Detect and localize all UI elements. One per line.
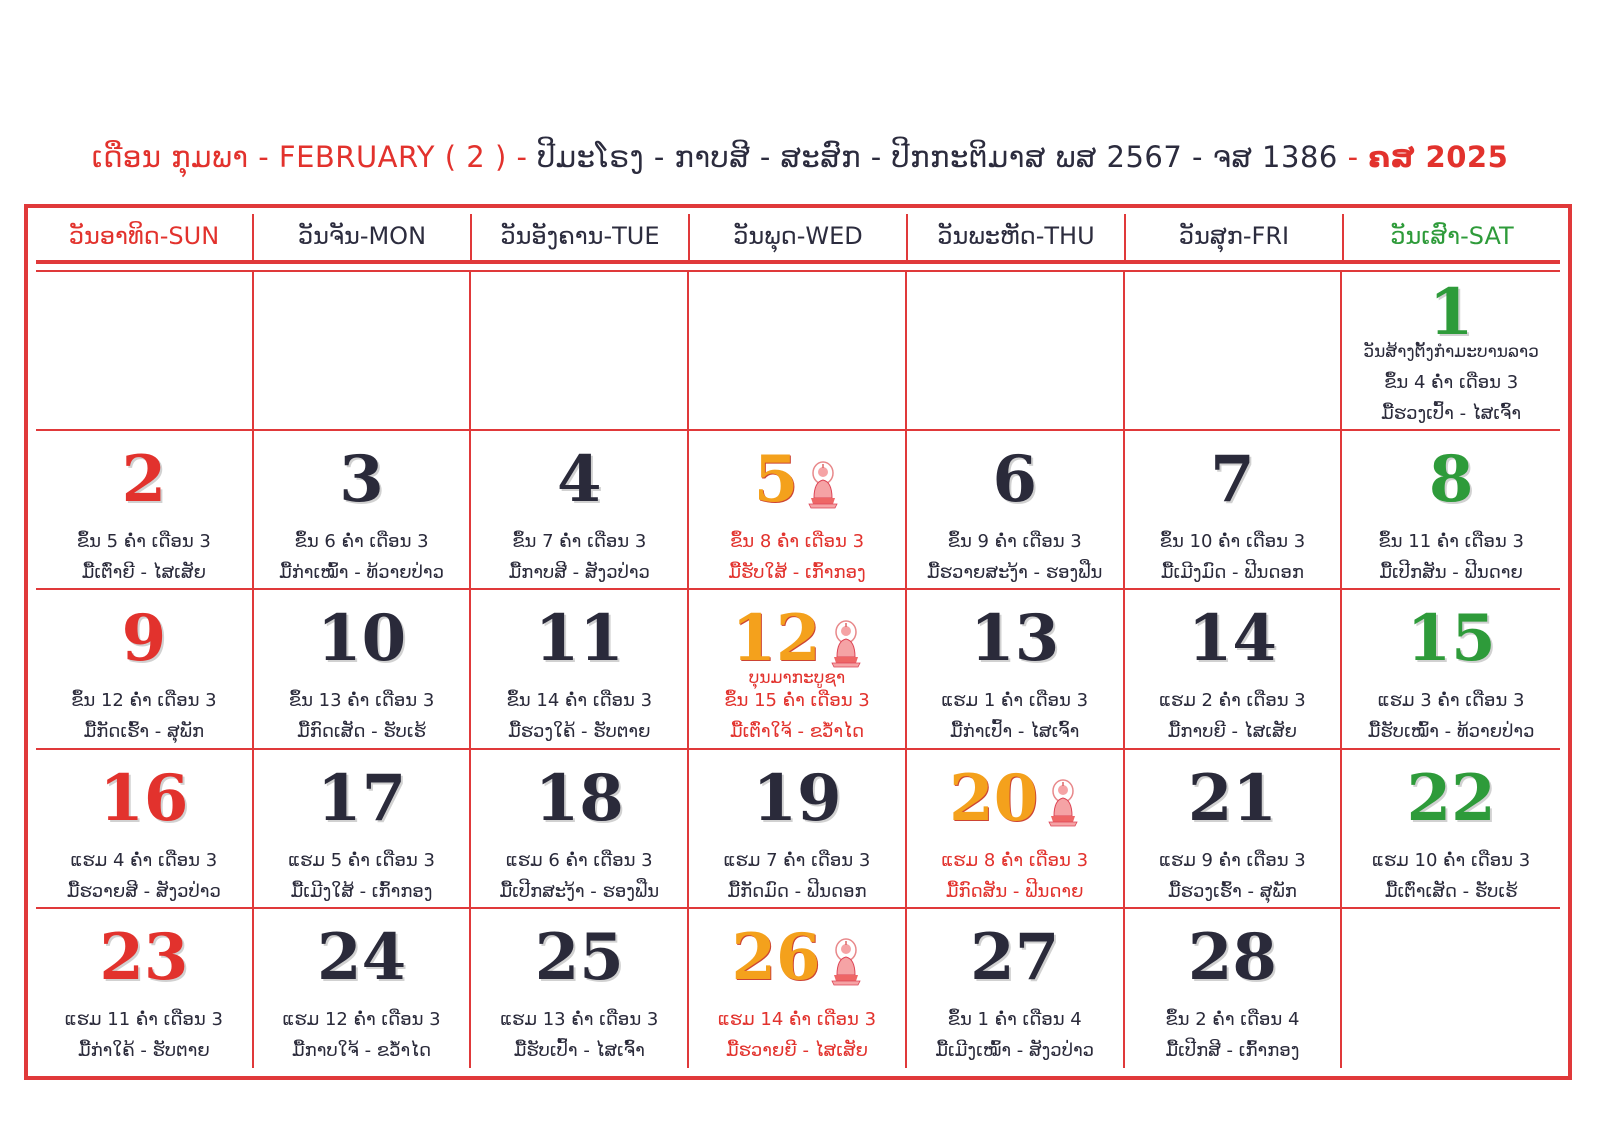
day-cell[interactable]: [907, 590, 1125, 749]
calendar-inner: [36, 214, 1560, 1068]
lunar-date: ຂຶ້ນ 10 ຄ່ຳ ເດືອນ 3: [1159, 531, 1306, 553]
day-number: [254, 442, 470, 518]
day-number-text: 7: [1210, 442, 1255, 518]
day-number: [689, 760, 905, 836]
day-cell[interactable]: [36, 590, 254, 749]
traditional-day-name: ມື້ກາບຍີ - ໄສເສັຍ: [1167, 721, 1298, 743]
day-number-text: 10: [317, 601, 407, 677]
day-number-text: 22: [1406, 760, 1496, 836]
lunar-date: ຂຶ້ນ 15 ຄ່ຳ ເດືອນ 3: [724, 690, 870, 712]
title-year-info: ປີມະໂຣງ - ກາບສີ - ສະສົກ - ປີກກະຕິມາສ ພສ 2567 - ຈສ 1386: [537, 140, 1338, 174]
day-cell[interactable]: [471, 431, 689, 590]
day-number-text: 27: [970, 919, 1060, 995]
day-cell[interactable]: [254, 909, 472, 1068]
traditional-day-name: ມື້ກ່າໃຄ້ - ຮັບຕາຍ: [77, 1039, 210, 1061]
day-number-text: 2: [121, 442, 167, 518]
traditional-day-name: ມື້ຮວງໃຄ້ - ຮັບຕາຍ: [508, 721, 651, 743]
lunar-date: ຂຶ້ນ 1 ຄ່ຳ ເດືອນ 4: [947, 1008, 1082, 1030]
traditional-day-name: ມື້ກ່າເປົ້າ - ໄສເຈົ້າ: [950, 721, 1080, 743]
traditional-day-name: ມື້ເຕົ່າໃຈ້ - ຂວ້ຳໄດ: [729, 721, 864, 743]
day-number: [36, 760, 252, 836]
lunar-date: ຂຶ້ນ 12 ຄ່ຳ ເດືອນ 3: [71, 690, 217, 712]
lunar-date: ແຮມ 2 ຄ່ຳ ເດືອນ 3: [1159, 690, 1306, 712]
day-number: [471, 760, 687, 836]
weekday-header-cell: ວັນເສົາ-SAT: [1390, 222, 1514, 250]
day-cell[interactable]: [36, 431, 254, 590]
day-cell[interactable]: [907, 909, 1125, 1068]
day-cell[interactable]: [471, 909, 689, 1068]
traditional-day-name: ມື້ຮວາຍຍີ - ໄສເສັຍ: [725, 1039, 868, 1061]
day-number: [471, 442, 687, 518]
traditional-day-name: ມື້ຮວາຍສະງ້າ - ຮອງຟືນ: [927, 562, 1103, 584]
lunar-date: ຂຶ້ນ 4 ຄ່ຳ ເດືອນ 3: [1384, 372, 1519, 393]
day-cell[interactable]: [254, 431, 472, 590]
lunar-date: ແຮມ 4 ຄ່ຳ ເດືອນ 3: [70, 849, 218, 871]
traditional-day-name: ມື້ກົດເສັດ - ຮັບເຮ້: [297, 721, 426, 743]
weekday-header-cell: ວັນສຸກ-FRI: [1126, 214, 1344, 260]
day-cell[interactable]: [36, 909, 254, 1068]
traditional-day-name: ມື້ເຕົ່າຍີ - ໄສເສັຍ: [81, 562, 206, 584]
traditional-day-name: ມື້ຮັບໃສ້ - ເກົ້າກອງ: [728, 562, 866, 584]
day-cell[interactable]: [254, 750, 472, 909]
traditional-day-name: ມື້ກ່າເໝົ້າ - ທ້ວາຍປ່າວ: [279, 562, 445, 584]
day-number: [689, 442, 905, 518]
day-number: [907, 919, 1123, 995]
traditional-day-name: ມື້ເມີງມົດ - ຟີນດອກ: [1160, 562, 1304, 584]
weekday-header-cell: ວັນຈັນ-MON: [254, 214, 472, 260]
empty-day-cell: [471, 272, 689, 431]
day-number-text: 4: [557, 442, 602, 518]
day-number-text: 3: [339, 442, 384, 518]
day-number: [1125, 601, 1341, 677]
weekday-header-cell: ວັນອາທິດ-SUN: [36, 214, 254, 260]
lunar-date: ຂຶ້ນ 14 ຄ່ຳ ເດືອນ 3: [506, 690, 653, 712]
day-number: [907, 442, 1123, 518]
traditional-day-name: ມື້ເປີກສີ - ເກົ້າກອງ: [1165, 1039, 1300, 1061]
lunar-date: ຂຶ້ນ 2 ຄ່ຳ ເດືອນ 4: [1165, 1008, 1300, 1030]
traditional-day-name: ມື້ເມີງເໝົ້າ - ສັງວປ່າວ: [935, 1039, 1095, 1061]
day-cell[interactable]: [1342, 272, 1560, 431]
day-number: [689, 919, 905, 995]
day-number: [254, 919, 470, 995]
day-number-text: 9: [121, 601, 167, 677]
traditional-day-name: ມື້ຮັບເປົ້າ - ໄສເຈົ້າ: [513, 1039, 645, 1061]
traditional-day-name: ມື້ເປີກສັນ - ຟີນດາຍ: [1379, 562, 1523, 584]
day-number: [1125, 760, 1341, 836]
traditional-day-name: ມື້ຮວງເຮົ້າ - ສຸພັກ: [1168, 880, 1297, 902]
day-cell[interactable]: [689, 909, 907, 1068]
day-number-text: 15: [1406, 601, 1496, 677]
lunar-date: ຂຶ້ນ 9 ຄ່ຳ ເດືອນ 3: [947, 531, 1082, 553]
empty-day-cell: [1342, 909, 1560, 1068]
lunar-date: ແຮມ 11 ຄ່ຳ ເດືອນ 3: [64, 1008, 223, 1030]
day-number: [36, 919, 252, 995]
traditional-day-name: ມື້ກາບໃຈ້ - ຂວ້ຳໄດ: [292, 1039, 432, 1061]
traditional-day-name: ມື້ເມີງໃສ້ - ເກົ້າກອງ: [290, 880, 433, 902]
lunar-date: ຂຶ້ນ 11 ຄ່ຳ ເດືອນ 3: [1378, 531, 1524, 553]
lunar-date: ແຮມ 5 ຄ່ຳ ເດືອນ 3: [288, 849, 435, 871]
lunar-date: ຂຶ້ນ 13 ຄ່ຳ ເດືອນ 3: [288, 690, 435, 712]
buddha-icon: [1046, 772, 1080, 822]
empty-day-cell: [907, 272, 1125, 431]
day-number: [254, 601, 470, 677]
weekday-header-cell: ວັນພະຫັດ-THU: [908, 214, 1126, 260]
lunar-date: ແຮມ 13 ຄ່ຳ ເດືອນ 3: [500, 1008, 659, 1030]
day-note: ບຸນມາກະບູຊາ: [748, 668, 846, 689]
day-number-text: 19: [752, 760, 842, 836]
day-number: [36, 601, 252, 677]
day-number-text: 18: [534, 760, 624, 836]
buddha-icon: [829, 613, 863, 663]
day-number: [1125, 442, 1341, 518]
day-number-text: 8: [1428, 442, 1474, 518]
traditional-day-name: ມື້ກັດມົດ - ຟີນດອກ: [727, 880, 867, 902]
calendar-frame: [24, 204, 1572, 1080]
day-number-text: 13: [970, 601, 1060, 677]
day-number: [1342, 275, 1560, 350]
lunar-date: ແຮມ 8 ຄ່ຳ ເດືອນ 3: [941, 849, 1089, 871]
day-cell[interactable]: [471, 590, 689, 749]
lunar-date: ຂຶ້ນ 6 ຄ່ຳ ເດືອນ 3: [294, 531, 429, 553]
day-number-text: 26: [731, 919, 821, 995]
lunar-date: ແຮມ 9 ຄ່ຳ ເດືອນ 3: [1159, 849, 1306, 871]
weekday-header: [36, 214, 1560, 264]
day-number-text: 6: [992, 442, 1037, 518]
lunar-date: ຂຶ້ນ 8 ຄ່ຳ ເດືອນ 3: [729, 531, 865, 553]
day-number-text: 11: [534, 601, 624, 677]
title-month: ເດືອນ ກຸມພາ - FEBRUARY ( 2 ) -: [91, 140, 528, 174]
day-number-text: 24: [317, 919, 407, 995]
weekday-header-cell: ວັນພຸດ-WED: [690, 214, 908, 260]
lunar-date: ແຮມ 3 ຄ່ຳ ເດືອນ 3: [1377, 690, 1525, 712]
day-number-text: 14: [1187, 601, 1277, 677]
title-separator: -: [1347, 140, 1369, 174]
traditional-day-name: ມື້ຮວງເປົ້າ - ໄສເຈົ້າ: [1381, 403, 1522, 424]
day-cell[interactable]: [907, 750, 1125, 909]
day-number-text: 20: [949, 760, 1039, 836]
day-number: [1342, 601, 1560, 677]
day-cell[interactable]: [1125, 590, 1343, 749]
lunar-date: ແຮມ 12 ຄ່ຳ ເດືອນ 3: [282, 1008, 441, 1030]
day-cell[interactable]: [1342, 590, 1560, 749]
day-cell[interactable]: [689, 590, 907, 749]
lunar-date: ຂຶ້ນ 5 ຄ່ຳ ເດືອນ 3: [76, 531, 211, 553]
title-gregorian-year: ຄສ 2025: [1368, 140, 1509, 174]
traditional-day-name: ມື້ຮັບເໝົ້າ - ທ້ວາຍປ່າວ: [1367, 721, 1535, 743]
day-note: ວັນສ້າງຕັ້ງກຳມະບານລາວ: [1363, 342, 1539, 362]
day-number: [471, 919, 687, 995]
buddha-icon: [806, 454, 840, 504]
day-cell[interactable]: [36, 750, 254, 909]
lunar-date: ຂຶ້ນ 7 ຄ່ຳ ເດືອນ 3: [512, 531, 647, 553]
empty-day-cell: [36, 272, 254, 431]
day-number: [1342, 442, 1560, 518]
day-number: [907, 760, 1123, 836]
day-number-text: 23: [99, 919, 189, 995]
day-cell[interactable]: [907, 431, 1125, 590]
calendar-title: [0, 132, 1600, 182]
day-number: [36, 442, 252, 518]
day-number: [1125, 919, 1341, 995]
day-number-text: 12: [731, 601, 821, 677]
calendar-grid: [36, 270, 1560, 1068]
traditional-day-name: ມື້ກັດເຮົ້າ - ສຸພັກ: [83, 721, 205, 743]
empty-day-cell: [689, 272, 907, 431]
traditional-day-name: ມື້ຮວາຍສີ - ສັງວປ່າວ: [66, 880, 221, 902]
day-cell[interactable]: [1125, 431, 1343, 590]
weekday-header-cell: ວັນອັງຄານ-TUE: [472, 214, 690, 260]
lunar-date: ແຮມ 7 ຄ່ຳ ເດືອນ 3: [723, 849, 871, 871]
day-number-text: 5: [753, 442, 799, 518]
lunar-date: ແຮມ 10 ຄ່ຳ ເດືອນ 3: [1372, 849, 1531, 871]
day-number: [907, 601, 1123, 677]
day-cell[interactable]: [1125, 909, 1343, 1068]
traditional-day-name: ມື້ເຕົ່າເສັດ - ຮັບເຮ້: [1384, 880, 1518, 902]
day-cell[interactable]: [689, 431, 907, 590]
day-cell[interactable]: [254, 590, 472, 749]
lunar-date: ແຮມ 6 ຄ່ຳ ເດືອນ 3: [505, 849, 653, 871]
day-number-text: 1: [1428, 275, 1474, 350]
empty-day-cell: [254, 272, 472, 431]
buddha-icon: [829, 931, 863, 981]
traditional-day-name: ມື້ເປີກສະງ້າ - ຮອງຟືນ: [499, 880, 660, 902]
day-number-text: 17: [317, 760, 407, 836]
day-number: [471, 601, 687, 677]
traditional-day-name: ມື້ກາບສີ - ສັງວປ່າວ: [508, 562, 650, 584]
day-cell[interactable]: [1342, 431, 1560, 590]
day-number-text: 25: [534, 919, 624, 995]
lunar-date: ແຮມ 1 ຄ່ຳ ເດືອນ 3: [941, 690, 1089, 712]
day-cell[interactable]: [471, 750, 689, 909]
traditional-day-name: ມື້ກົດສັນ - ຟີນດາຍ: [945, 880, 1084, 902]
day-number-text: 28: [1187, 919, 1277, 995]
day-cell[interactable]: [689, 750, 907, 909]
day-number: [689, 601, 905, 677]
day-number: [1342, 760, 1560, 836]
empty-day-cell: [1125, 272, 1343, 431]
day-number-text: 16: [99, 760, 189, 836]
lunar-date: ແຮມ 14 ຄ່ຳ ເດືອນ 3: [717, 1008, 877, 1030]
day-cell[interactable]: [1342, 750, 1560, 909]
day-number: [254, 760, 470, 836]
day-number-text: 21: [1187, 760, 1277, 836]
day-cell[interactable]: [1125, 750, 1343, 909]
